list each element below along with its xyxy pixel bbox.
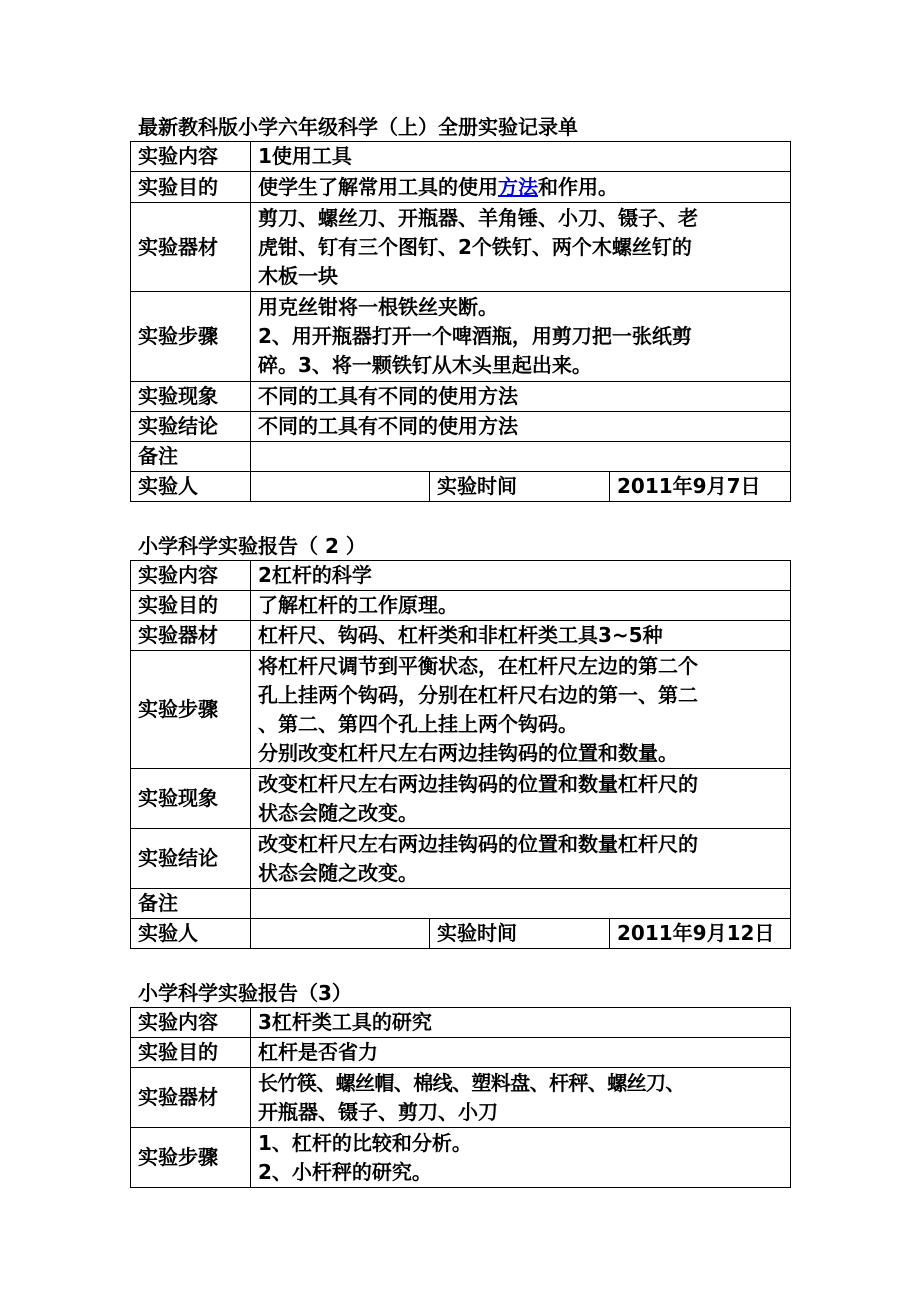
method-link[interactable]: 方法 [498,174,538,199]
report-1-table [130,141,791,502]
steps-line: 分别改变杠杆尺左右两边挂钩码的位置和数量。 [258,740,678,765]
label-steps: 实验步骤 [131,292,251,382]
steps-line: 碎。3、将一颗铁钉从木头里起出来。 [258,353,592,377]
purpose-text-before: 使学生了解常用工具的使用 [258,174,498,199]
conclusion-line: 状态会随之改变。 [258,860,418,885]
phenomenon-line: 改变杠杆尺左右两边挂钩码的位置和数量杠杆尺的 [258,771,698,796]
label-materials: 实验器材 [131,203,251,292]
label-time: 实验时间 [430,472,610,502]
report-2-person [251,919,430,949]
report-3-heading: 小学科学实验报告（3） [138,981,352,1005]
report-2-phenomenon [251,769,791,829]
report-1-materials [251,203,791,292]
report-3-materials [251,1068,791,1128]
label-purpose: 实验目的 [131,1038,251,1068]
label-person: 实验人 [131,472,251,502]
report-3-purpose: 杠杆是否省力 [251,1038,791,1068]
report-1-person [251,472,430,502]
label-materials: 实验器材 [131,1068,251,1128]
report-2-table [130,560,791,949]
report-1-note [251,442,791,472]
steps-line: 、第二、第四个孔上挂上两个钩码。 [258,711,578,736]
report-2-heading: 小学科学实验报告（ 2 ） [138,534,366,558]
label-note: 备注 [131,442,251,472]
steps-line: 孔上挂两个钩码，分别在杠杆尺右边的第一、第二 [258,682,698,707]
steps-line: 1、杠杆的比较和分析。 [258,1130,472,1155]
report-1-steps [251,292,791,382]
report-3-content: 3杠杆类工具的研究 [251,1008,791,1038]
materials-line: 开瓶器、镊子、剪刀、小刀 [258,1099,498,1124]
label-purpose: 实验目的 [131,172,251,203]
label-steps: 实验步骤 [131,1128,251,1188]
report-2-date: 2011年9月12日 [610,919,791,949]
label-phenomenon: 实验现象 [131,769,251,829]
steps-line: 用克丝钳将一根铁丝夹断。 [258,295,498,319]
report-2-conclusion [251,829,791,889]
steps-line: 2、用开瓶器打开一个啤酒瓶，用剪刀把一张纸剪 [258,324,692,348]
conclusion-line: 改变杠杆尺左右两边挂钩码的位置和数量杠杆尺的 [258,831,698,856]
materials-line: 剪刀、螺丝刀、开瓶器、羊角锤、小刀、镊子、老 [258,205,698,230]
report-3-table [130,1007,791,1188]
report-1-phenomenon: 不同的工具有不同的使用方法 [251,382,791,412]
materials-line: 长竹筷、螺丝帽、棉线、塑料盘、杆秤、螺丝刀、 [258,1070,685,1095]
steps-line: 将杠杆尺调节到平衡状态，在杠杆尺左边的第二个 [258,653,698,678]
report-2-content: 2杠杆的科学 [251,561,791,591]
materials-line: 木板一块 [258,263,338,288]
label-purpose: 实验目的 [131,591,251,621]
report-3-steps [251,1128,791,1188]
label-note: 备注 [131,889,251,919]
report-1-conclusion: 不同的工具有不同的使用方法 [251,412,791,442]
label-time: 实验时间 [430,919,610,949]
label-person: 实验人 [131,919,251,949]
report-2-materials: 杠杆尺、钩码、杠杆类和非杠杆类工具3~5种 [251,621,791,651]
label-conclusion: 实验结论 [131,829,251,889]
label-steps: 实验步骤 [131,651,251,769]
label-conclusion: 实验结论 [131,412,251,442]
steps-line: 2、小杆秤的研究。 [258,1159,432,1184]
label-content: 实验内容 [131,142,251,172]
label-content: 实验内容 [131,561,251,591]
report-2-purpose: 了解杠杆的工作原理。 [251,591,791,621]
report-2-note [251,889,791,919]
report-1-purpose [251,172,791,203]
report-2-steps [251,651,791,769]
label-materials: 实验器材 [131,621,251,651]
purpose-text-after: 和作用。 [538,174,618,199]
report-1-date: 2011年9月7日 [610,472,791,502]
document-title: 最新教科版小学六年级科学（上）全册实验记录单 [138,115,578,139]
label-phenomenon: 实验现象 [131,382,251,412]
materials-line: 虎钳、钉有三个图钉、2个铁钉、两个木螺丝钉的 [258,234,692,259]
report-1-content: 1使用工具 [251,142,791,172]
label-content: 实验内容 [131,1008,251,1038]
phenomenon-line: 状态会随之改变。 [258,800,418,825]
